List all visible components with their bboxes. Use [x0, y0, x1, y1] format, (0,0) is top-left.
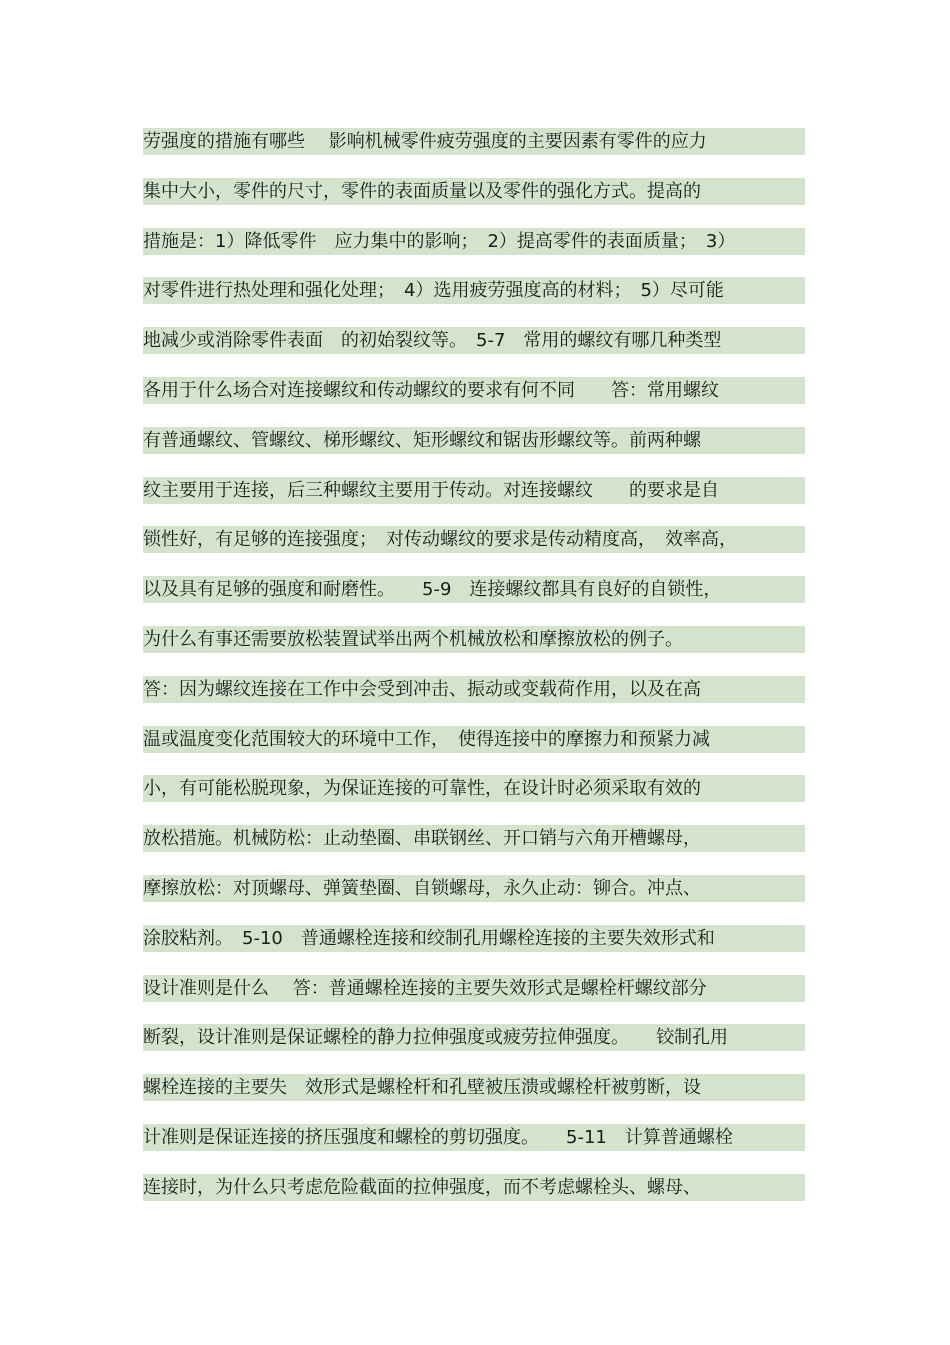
text-line: 小，有可能松脱现象，为保证连接的可靠性，在设计时必须采取有效的 — [143, 775, 805, 802]
text-line: 有普通螺纹、管螺纹、梯形螺纹、矩形螺纹和锯齿形螺纹等。前两种螺 — [143, 427, 805, 454]
text-line: 涂胶粘剂。 5-10 普通螺栓连接和绞制孔用螺栓连接的主要失效形式和 — [143, 925, 805, 952]
text-line: 螺栓连接的主要失 效形式是螺栓杆和孔壁被压溃或螺栓杆被剪断，设 — [143, 1074, 805, 1101]
text-line: 措施是：1）降低零件 应力集中的影响； 2）提高零件的表面质量； 3） — [143, 228, 805, 255]
text-line: 摩擦放松：对顶螺母、弹簧垫圈、自锁螺母，永久止动：铆合。冲点、 — [143, 875, 805, 902]
text-line: 计准则是保证连接的挤压强度和螺栓的剪切强度。 5-11 计算普通螺栓 — [143, 1124, 805, 1151]
text-line: 纹主要用于连接，后三种螺纹主要用于传动。对连接螺纹 的要求是自 — [143, 477, 805, 504]
text-line: 对零件进行热处理和强化处理； 4）选用疲劳强度高的材料； 5）尽可能 — [143, 277, 805, 304]
text-line: 设计准则是什么 答：普通螺栓连接的主要失效形式是螺栓杆螺纹部分 — [143, 975, 805, 1002]
text-line: 放松措施。机械防松：止动垫圈、串联钢丝、开口销与六角开槽螺母， — [143, 825, 805, 852]
text-line: 答：因为螺纹连接在工作中会受到冲击、振动或变载荷作用，以及在高 — [143, 676, 805, 703]
text-line: 地减少或消除零件表面 的初始裂纹等。 5-7 常用的螺纹有哪几种类型 — [143, 327, 805, 354]
text-line: 断裂，设计准则是保证螺栓的静力拉伸强度或疲劳拉伸强度。 铰制孔用 — [143, 1024, 805, 1051]
text-line: 以及具有足够的强度和耐磨性。 5-9 连接螺纹都具有良好的自锁性， — [143, 576, 805, 603]
text-line: 劳强度的措施有哪些 影响机械零件疲劳强度的主要因素有零件的应力 — [143, 128, 805, 155]
text-line: 各用于什么场合对连接螺纹和传动螺纹的要求有何不同 答：常用螺纹 — [143, 377, 805, 404]
text-body — [143, 128, 805, 1224]
text-line: 连接时，为什么只考虑危险截面的拉伸强度，而不考虑螺栓头、螺母、 — [143, 1174, 805, 1201]
text-line: 温或温度变化范围较大的环境中工作， 使得连接中的摩擦力和预紧力减 — [143, 726, 805, 753]
text-line: 集中大小，零件的尺寸，零件的表面质量以及零件的强化方式。提高的 — [143, 178, 805, 205]
text-line: 为什么有事还需要放松装置试举出两个机械放松和摩擦放松的例子。 — [143, 626, 805, 653]
text-line: 锁性好，有足够的连接强度； 对传动螺纹的要求是传动精度高， 效率高， — [143, 526, 805, 553]
